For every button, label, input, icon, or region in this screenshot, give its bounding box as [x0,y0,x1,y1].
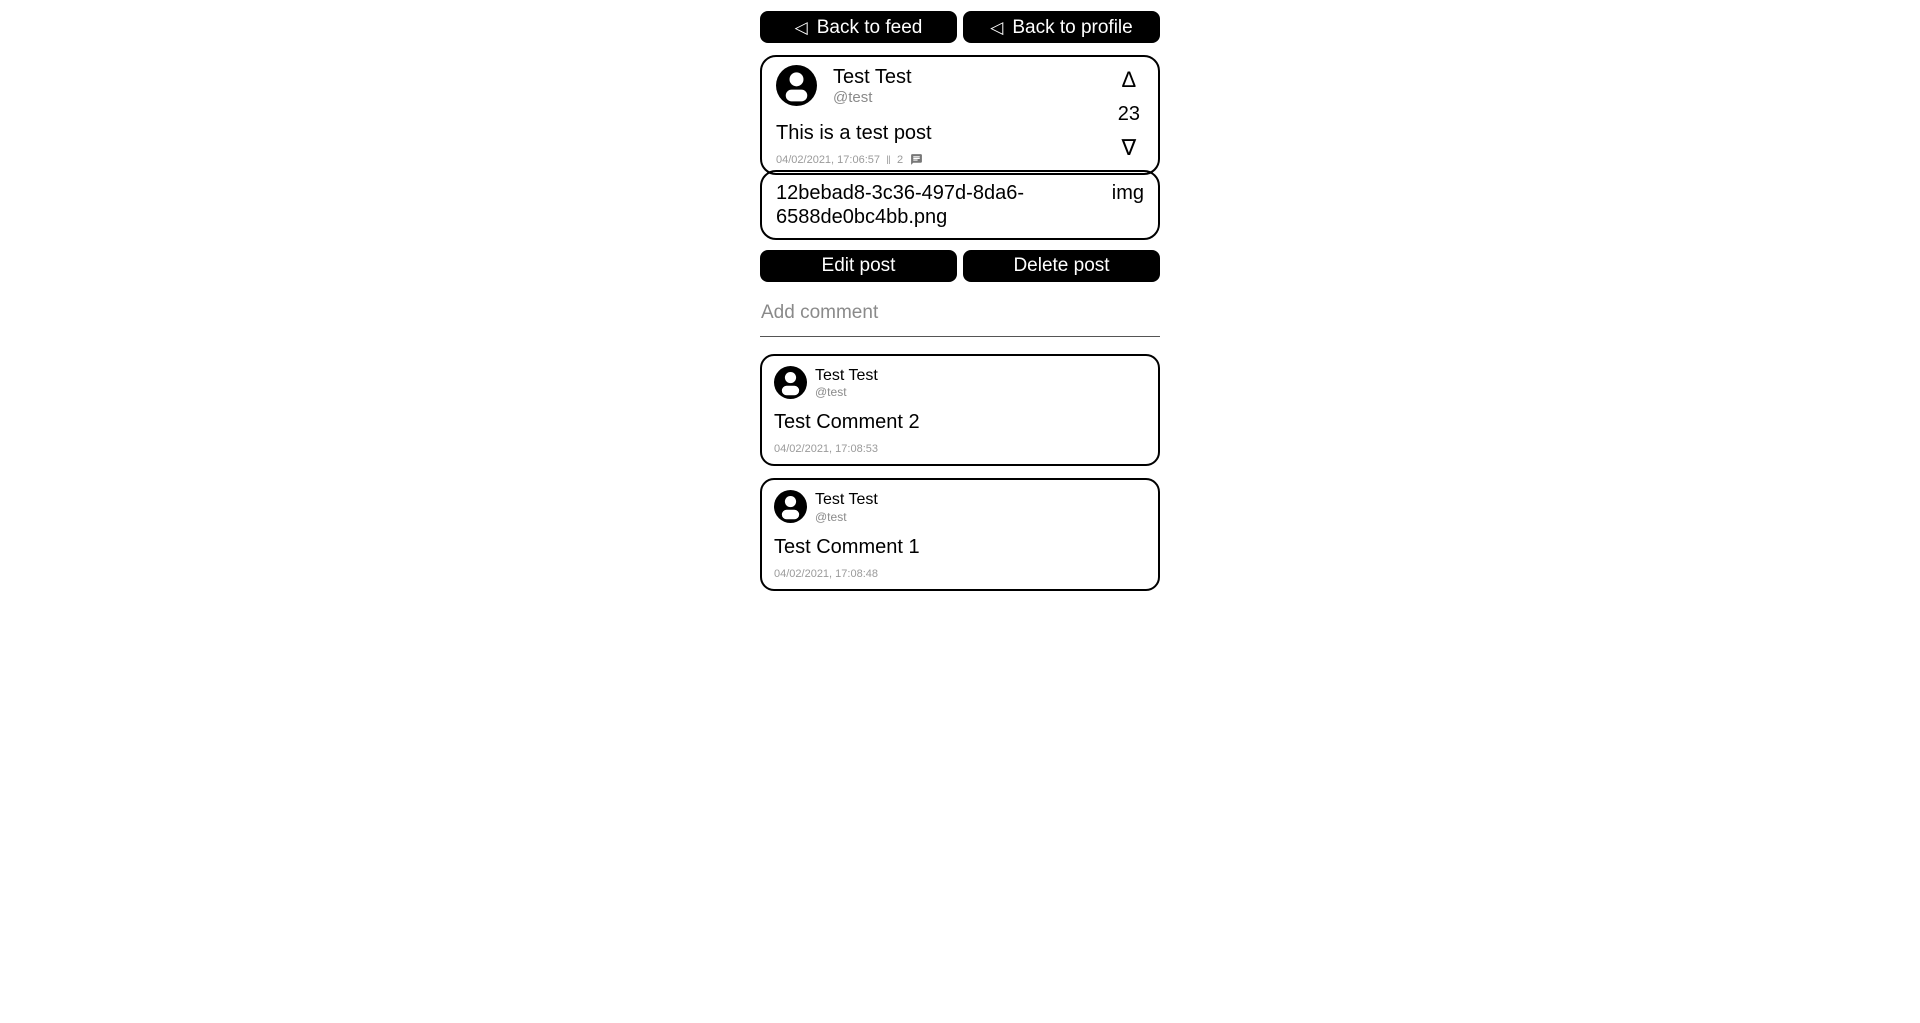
comment-card [760,478,1160,590]
delete-post-label: Delete post [1013,255,1110,277]
user-avatar-icon [774,490,807,523]
comment-text: Test Comment 1 [774,535,920,558]
back-to-profile-button[interactable] [963,11,1160,43]
attachment-card[interactable] [760,170,1160,240]
post-meta-row [776,153,1144,167]
comment-author-name: Test Test [815,366,878,384]
attachment-type-label: img [1111,181,1144,204]
author-name: Test Test [833,66,912,88]
upvote-button[interactable]: Δ [1121,67,1137,92]
comment-text: Test Comment 2 [774,411,920,434]
comment-header [774,366,1146,400]
comment-header [774,490,1146,524]
edit-post-label: Edit post [821,255,896,277]
comment-bubble-icon [910,153,923,166]
post-author [833,65,912,108]
comment-author [815,366,878,400]
back-to-feed-label: Back to feed [816,16,923,38]
comment-author-handle: @test [815,385,847,400]
post-header [776,65,1144,108]
post-timestamp: 04/02/2021, 17:06:57 [776,153,880,166]
comment-author-name: Test Test [815,491,878,509]
post-detail-page [760,11,1160,591]
post-actions-row [760,250,1160,282]
downvote-button[interactable]: ∇ [1121,134,1137,160]
comment-count: 2 [896,153,904,166]
comment-timestamp: 04/02/2021, 17:08:53 [774,443,878,456]
comment-card [760,354,1160,466]
attachment-filename: 12bebad8-3c36-497d-8da6-6588de0bc4bb.png [776,181,1024,228]
back-to-profile-label: Back to profile [1012,16,1133,38]
post-text: This is a test post [776,121,932,144]
back-to-feed-button[interactable] [760,11,957,43]
author-handle: @test [833,89,873,106]
vote-column [1118,69,1140,159]
user-avatar-icon [774,366,807,399]
top-nav-row [760,11,1160,43]
vote-score: 23 [1117,102,1140,125]
add-comment-input[interactable] [760,302,1160,337]
post-card [760,55,1160,175]
back-arrow-icon: ◁ [990,17,1004,37]
add-comment-field-wrap [760,302,1160,337]
comment-author [815,490,878,524]
meta-separator: ‖ [885,152,891,167]
comment-author-handle: @test [815,509,847,524]
user-avatar-icon [776,65,817,106]
back-arrow-icon: ◁ [794,17,808,37]
edit-post-button[interactable] [760,250,957,282]
comment-timestamp: 04/02/2021, 17:08:48 [774,567,878,580]
delete-post-button[interactable] [963,250,1160,282]
